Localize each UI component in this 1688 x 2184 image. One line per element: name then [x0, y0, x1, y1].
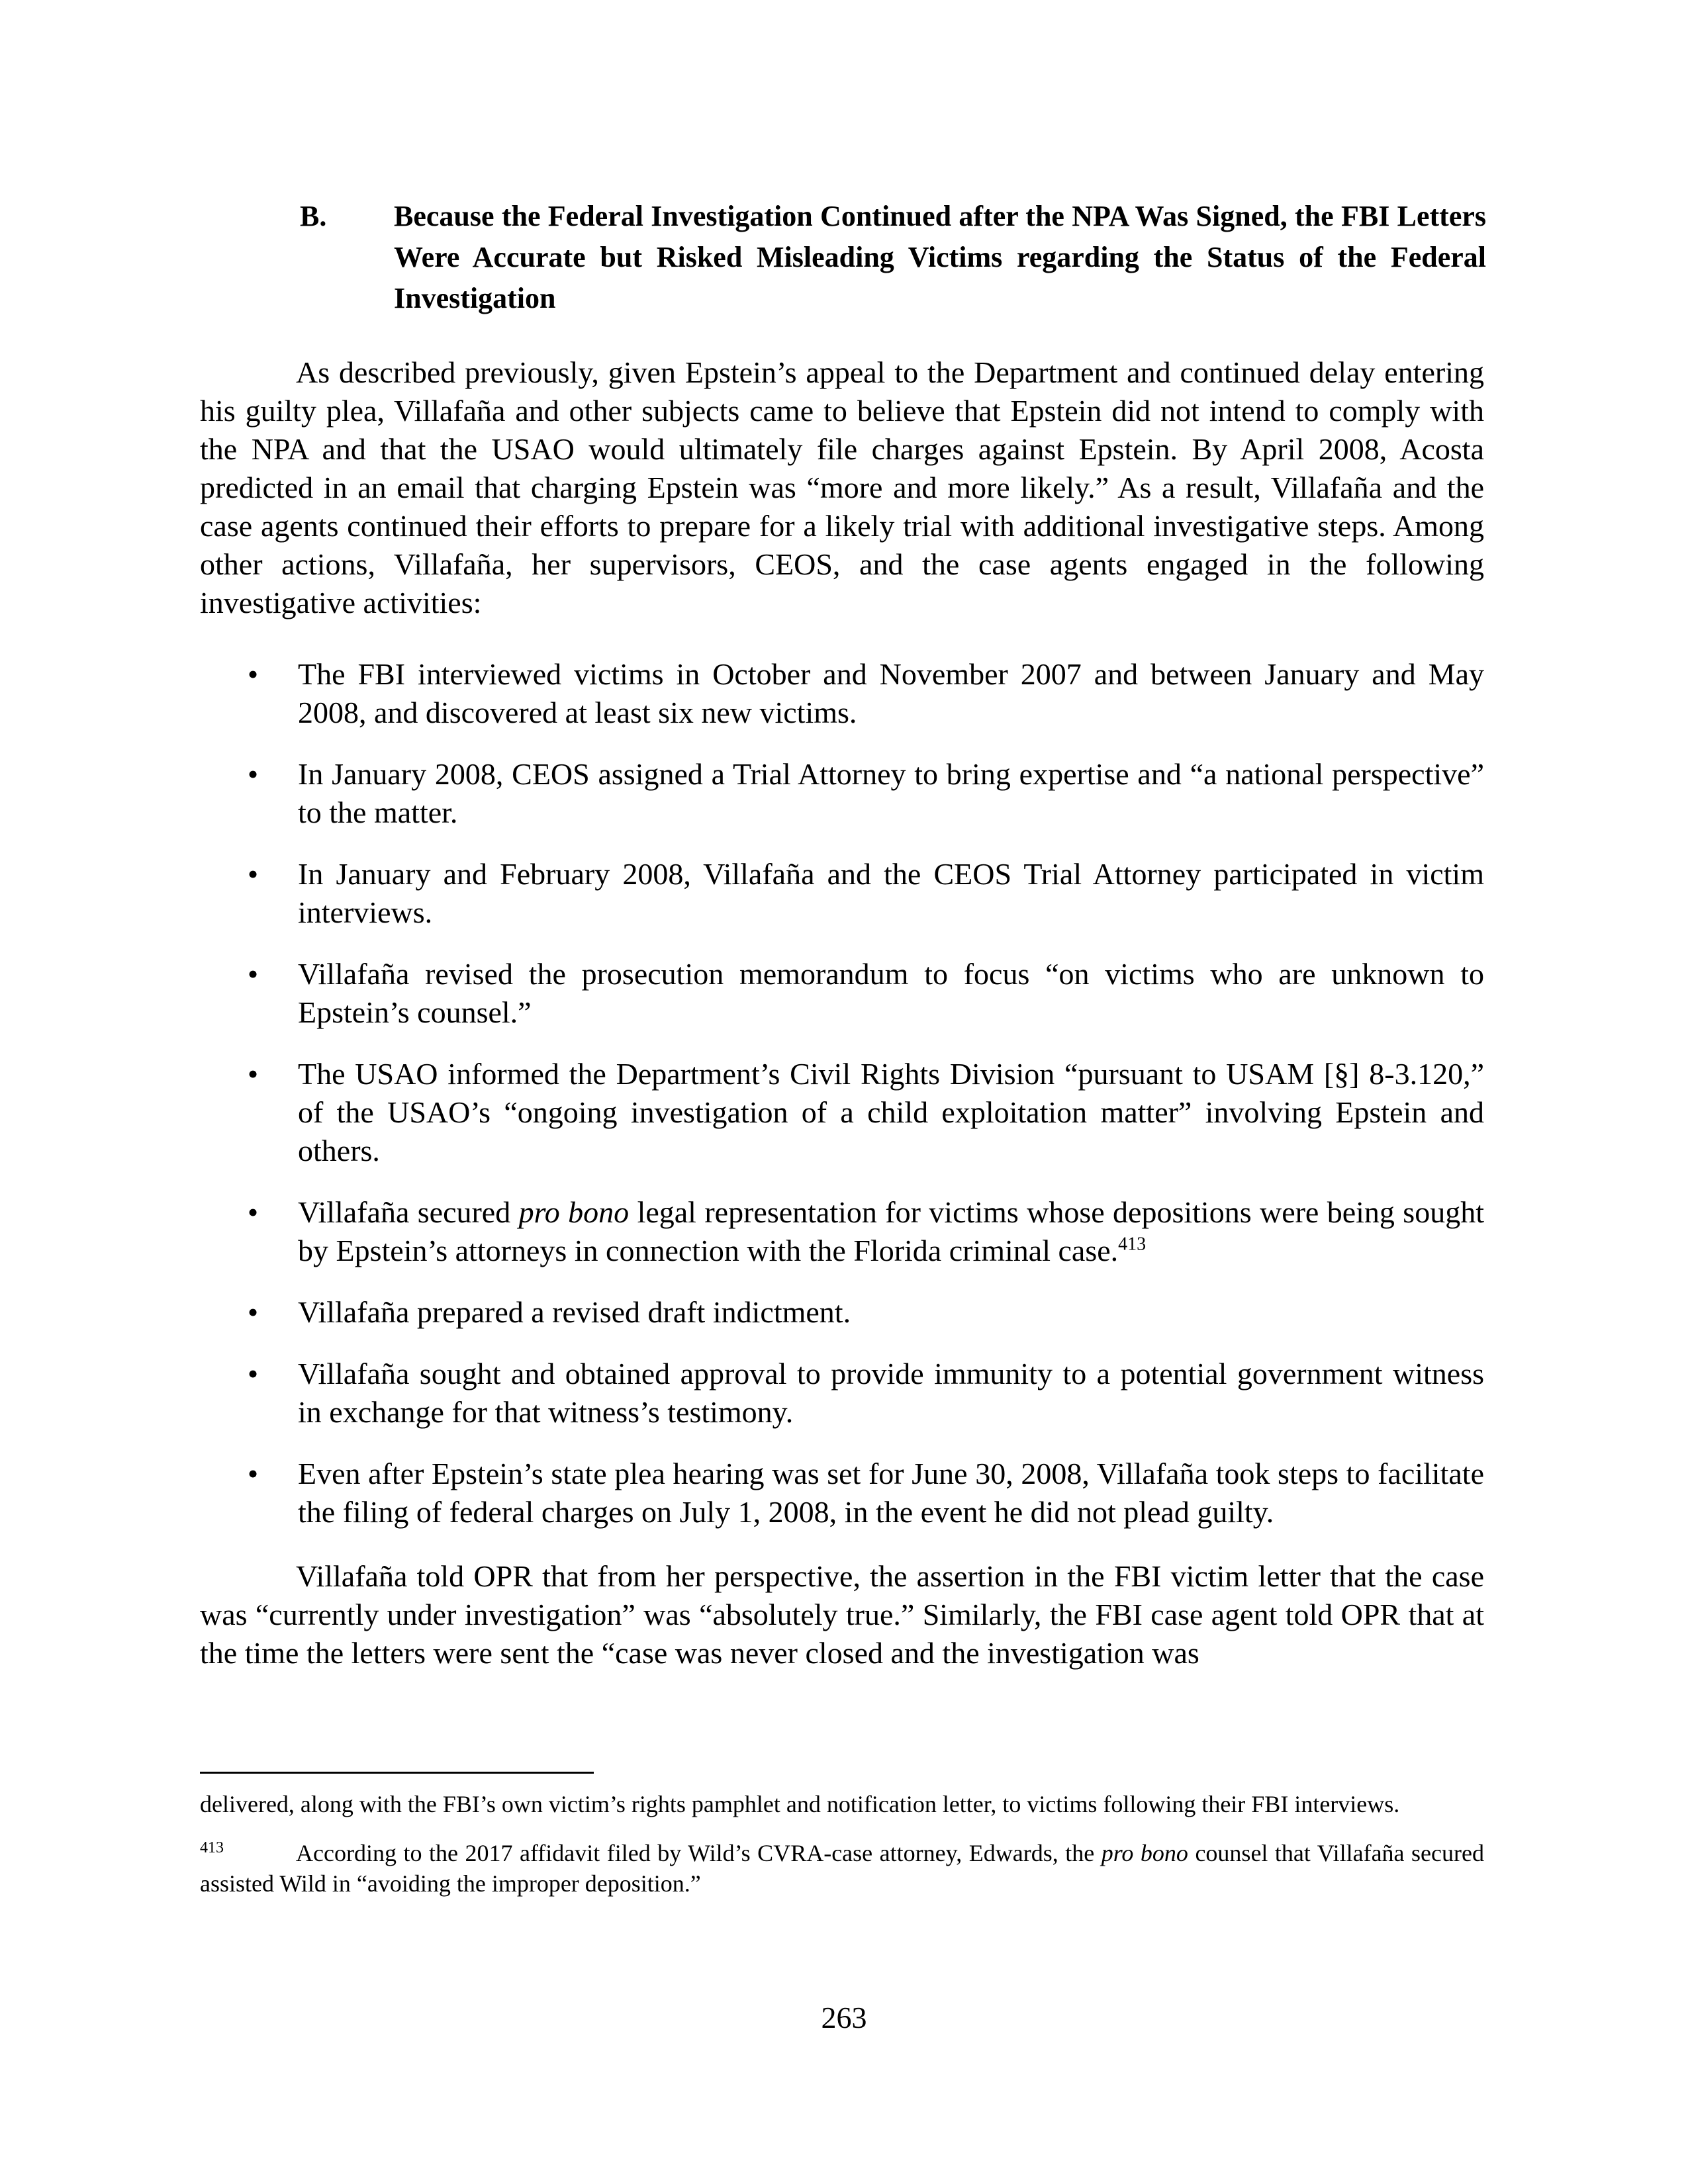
list-item — [200, 1193, 1484, 1270]
list-item — [200, 755, 1484, 832]
footnote-divider — [200, 1772, 594, 1774]
list-item — [200, 1293, 1484, 1332]
bullet-icon: • — [248, 1357, 259, 1390]
list-item — [200, 855, 1484, 932]
list-item-text: Villafaña revised the prosecution memorandum to focus “on victims who are unknown to Epstein’s counsel.” — [298, 957, 1484, 1029]
list-item-text: Villafaña sought and obtained approval to provide immunity to a potential government witness in exchange for that witness’s testimony. — [298, 1357, 1484, 1429]
bullet-icon: • — [248, 857, 259, 891]
bullet-icon: • — [248, 757, 259, 791]
footnote-continuation-text: delivered, along with the FBI’s own victim’s rights pamphlet and notification letter, to victims following their FBI interviews. — [200, 1791, 1400, 1817]
paragraph-1-text: As described previously, given Epstein’s appeal to the Department and continued delay entering his guilty plea, Villafaña and other subjects came to believe that Epstein did not intend to comply with the NPA and that the USAO would ultimately file charges against Epstein. By April 2008, Acosta predicted in an email that charging Epstein was “more and more likely.” As a result, Villafaña and the case agents continued their efforts to prepare for a likely trial with additional investigative steps. Among other actions, Villafaña, her supervisors, CEOS, and the case agents engaged in the following investigative activities: — [200, 355, 1484, 619]
bullet-icon: • — [248, 1457, 259, 1490]
footnotes-section — [200, 1789, 1484, 1917]
bullet-icon: • — [248, 1057, 259, 1091]
list-item — [200, 655, 1484, 732]
footnote-text-end: counsel that Villafaña secured assisted Wild in “avoiding the improper deposition.” — [200, 1840, 1484, 1897]
page-number: 263 — [821, 2001, 867, 2034]
body-paragraph-1 — [200, 353, 1484, 622]
footnote-413 — [200, 1838, 1484, 1899]
investigative-activities-list — [200, 655, 1484, 1555]
section-letter: B. — [300, 200, 327, 232]
footnote-continuation — [200, 1789, 1484, 1819]
list-item — [200, 1055, 1484, 1170]
list-item — [200, 955, 1484, 1032]
bullet-icon: • — [248, 1195, 259, 1229]
bullet-icon: • — [248, 1295, 259, 1329]
section-title: Because the Federal Investigation Continued after the NPA Was Signed, the FBI Letters Were Accurate but Risked Misleading Victims regarding the Status of the Federal Investigation — [394, 200, 1486, 314]
bullet-icon: • — [248, 657, 259, 691]
list-item-text: Even after Epstein’s state plea hearing was set for June 30, 2008, Villafaña took steps to facilitate the filing of federal charges on July 1, 2008, in the event he did not plead guilty. — [298, 1457, 1484, 1529]
list-item — [200, 1355, 1484, 1432]
body-paragraph-2 — [200, 1557, 1484, 1672]
bullet-icon: • — [248, 957, 259, 991]
list-item — [200, 1455, 1484, 1531]
list-item-text: The USAO informed the Department’s Civil Rights Division “pursuant to USAM [§] 8-3.120,” of the USAO’s “ongoing investigation of a child exploitation matter” involving Epstein and others. — [298, 1057, 1484, 1167]
footnote-text-start: According to the 2017 affidavit filed by Wild’s CVRA-case attorney, Edwards, the — [296, 1840, 1102, 1866]
list-item-text: The FBI interviewed victims in October and November 2007 and between January and May 2008, and discovered at least six new victims. — [298, 657, 1484, 729]
list-item-text: Villafaña prepared a revised draft indictment. — [298, 1295, 851, 1329]
list-item-text: In January 2008, CEOS assigned a Trial Attorney to bring expertise and “a national perspective” to the matter. — [298, 757, 1484, 829]
footnote-number: 413 — [200, 1839, 224, 1856]
list-item-text: In January and February 2008, Villafaña and the CEOS Trial Attorney participated in victim interviews. — [298, 857, 1484, 929]
italic-term: pro bono — [518, 1195, 630, 1229]
list-item-text-end: legal representation for victims whose depositions were being sought by Epstein’s attorneys in connection with the Florida criminal case. — [298, 1195, 1484, 1267]
list-item-text-start: Villafaña secured — [298, 1195, 519, 1229]
footnote-reference[interactable]: 413 — [1118, 1234, 1147, 1255]
italic-term: pro bono — [1101, 1840, 1188, 1866]
paragraph-2-text: Villafaña told OPR that from her perspective, the assertion in the FBI victim letter that the case was “currently under investigation” was “absolutely true.” Similarly, the FBI case agent told OPR that at the time the letters were sent the “case was never closed and the investigation was — [200, 1559, 1484, 1670]
